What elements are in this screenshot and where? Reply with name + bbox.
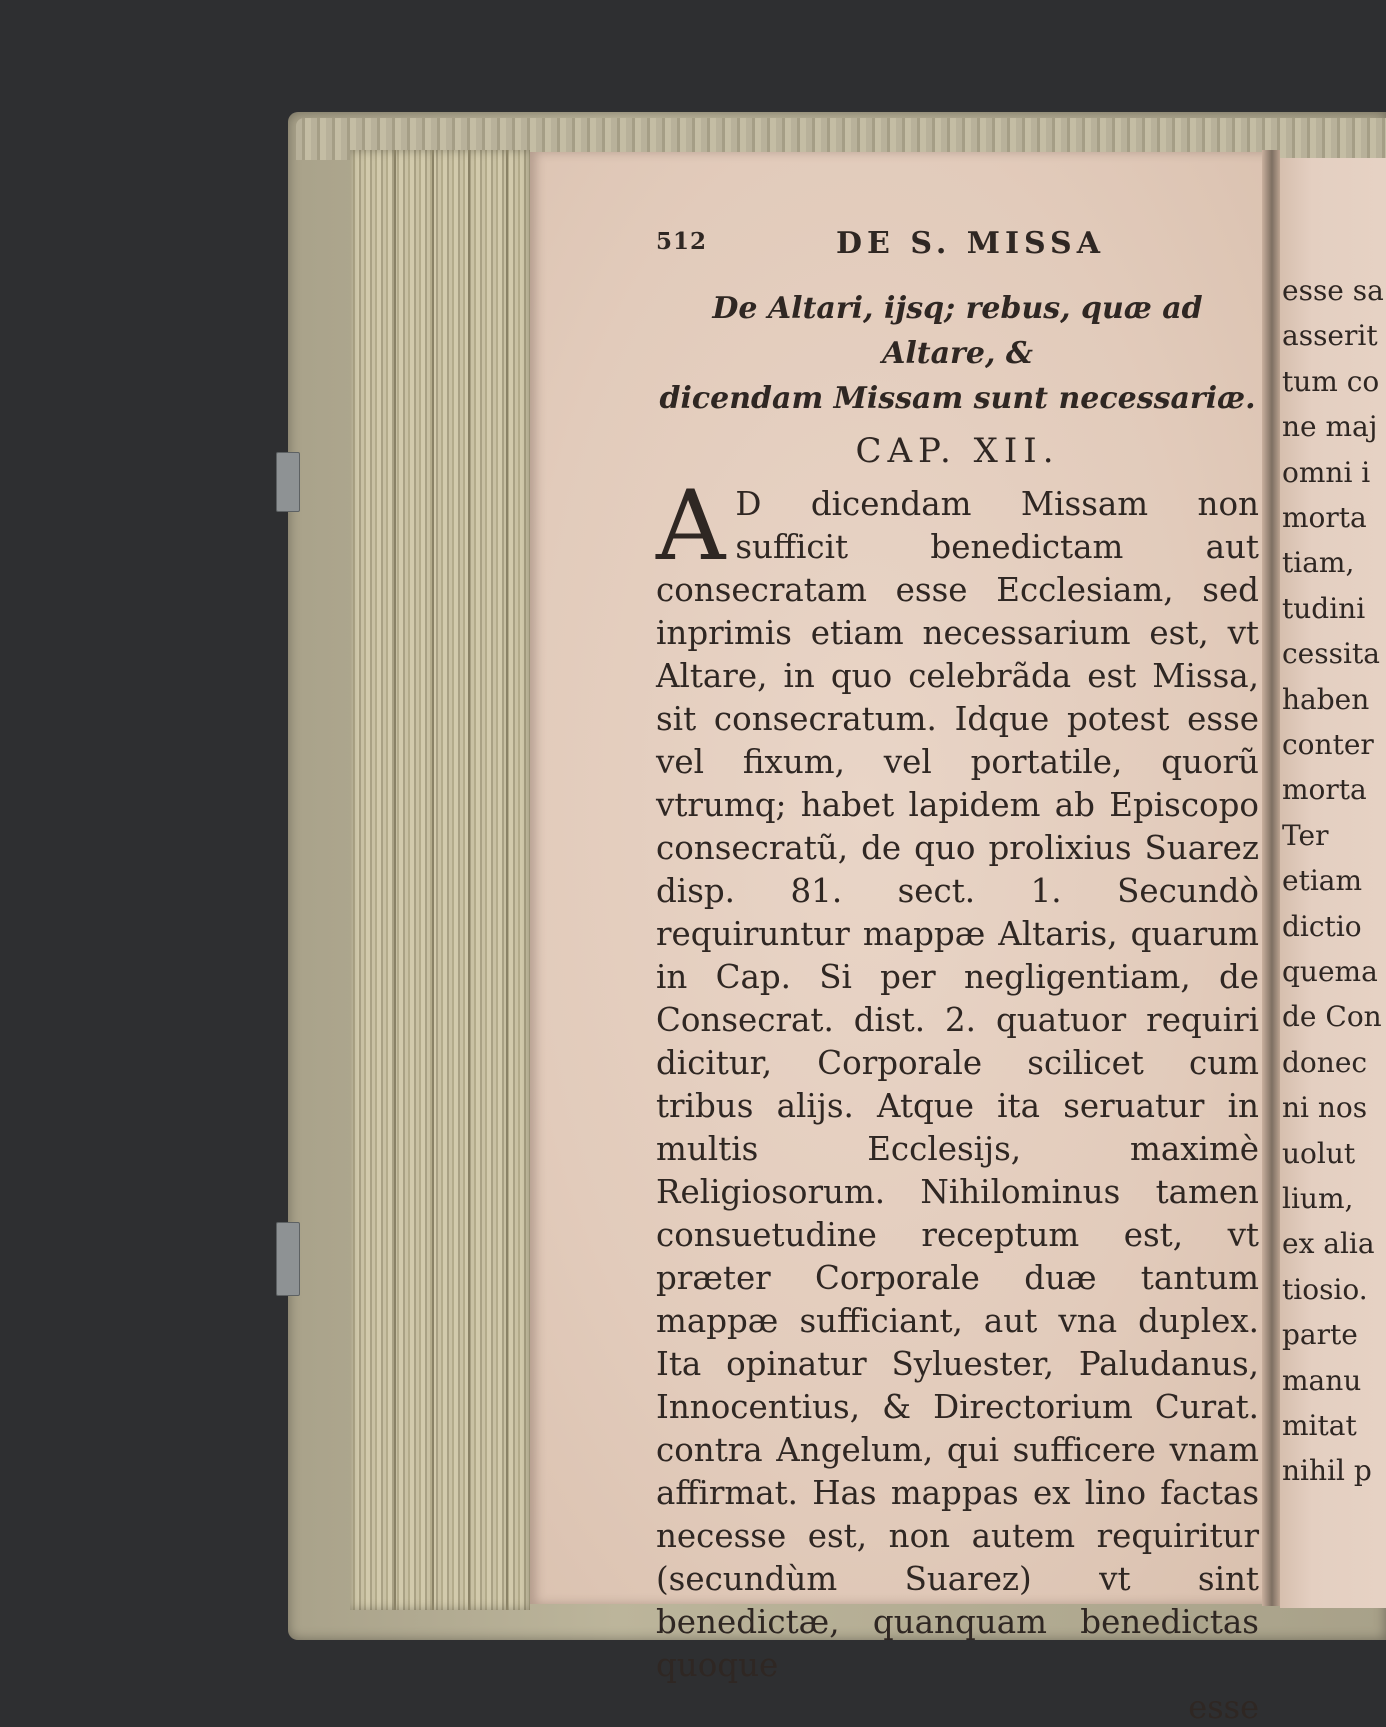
facing-page-line: morta bbox=[1282, 773, 1367, 807]
facing-page-line: Ter bbox=[1282, 818, 1329, 852]
page-number: 512 bbox=[656, 228, 708, 255]
facing-page-line: tiam, bbox=[1282, 546, 1355, 580]
facing-page-line: nihil p bbox=[1282, 1454, 1372, 1488]
facing-page-line: lium, bbox=[1282, 1182, 1354, 1215]
facing-page-line: ex alia bbox=[1282, 1227, 1375, 1261]
facing-page-line: tiosio. bbox=[1282, 1272, 1368, 1306]
facing-page-line: etiam bbox=[1282, 864, 1363, 898]
facing-page-line: ne maj bbox=[1282, 410, 1378, 444]
facing-page-line: parte bbox=[1282, 1318, 1358, 1352]
page-text-column bbox=[656, 226, 1259, 1727]
rubric-line: dicendam Missam sunt necessariæ. bbox=[659, 381, 1256, 416]
facing-page-line: esse sa bbox=[1282, 274, 1384, 307]
facing-page-line: dictio bbox=[1282, 909, 1362, 943]
page-edges bbox=[350, 150, 530, 1610]
facing-page-line: de Con bbox=[1282, 1000, 1382, 1034]
facing-page-line: tum co bbox=[1282, 364, 1380, 398]
clasp-top bbox=[276, 452, 300, 512]
facing-page-line: uolut bbox=[1282, 1136, 1356, 1170]
running-title: DE S. MISSA bbox=[836, 226, 1105, 261]
facing-page-line: quema bbox=[1282, 955, 1378, 988]
page-edge-line bbox=[432, 150, 434, 1610]
facing-page-line: asserit bbox=[1282, 319, 1378, 353]
facing-page-line: cessita bbox=[1282, 637, 1380, 671]
body-text: D dicendam Missam non sufficit benedictam aut consecratam esse Ecclesiam, sed inprimis etiam necessarium est, vt Altare, in quo celebrãda est Missa, sit consecratum. Idque potest esse vel fixum, vel portatile, quorũ vtrumq; habet lapidem ab Episcopo consecratũ, de quo prolixius Suarez disp. 81. sect. 1. Secundò requiruntur mappæ Altaris, quarum in Cap. Si per negligentiam, de Consecrat. dist. 2. quatuor requiri dicitur, Corporale scilicet cum tribus alijs. Atque ita seruatur in multis Ecclesijs, maximè Religiosorum. Nihilominus tamen consuetudine receptum est, vt præter Corporale duæ tantum mappæ sufficiant, aut vna duplex. Ita opinatur Syluester, Paludanus, Innocentius, & Directorium Curat. contra Angelum, qui sufficere vnam affirmat. Has mappas ex lino factas necesse est, non autem requiritur (secundùm Suarez) vt sint benedictæ, quanquam benedictas quoque bbox=[656, 485, 1259, 1684]
facing-page-line: mitat bbox=[1282, 1409, 1357, 1442]
clasp-bottom bbox=[276, 1222, 300, 1296]
page-edge-line bbox=[468, 150, 470, 1610]
chapter-heading: CAP. XII. bbox=[855, 431, 1060, 471]
facing-page-line: morta bbox=[1282, 501, 1367, 534]
page-edge-line bbox=[506, 150, 508, 1610]
body-paragraph bbox=[656, 470, 1259, 1687]
facing-page-line: conter bbox=[1282, 728, 1374, 761]
drop-cap-initial: A bbox=[656, 470, 726, 582]
facing-page bbox=[1280, 158, 1386, 1608]
facing-page-line: manu bbox=[1282, 1363, 1362, 1397]
running-head bbox=[656, 226, 1259, 276]
rubric-line: De Altari, ijsq; rebus, quæ ad Altare, & bbox=[712, 291, 1203, 371]
chapter-rubric bbox=[656, 286, 1259, 421]
catchword: esse bbox=[1188, 1688, 1259, 1726]
facing-page-line: ni nos bbox=[1282, 1091, 1368, 1125]
facing-page-line: haben bbox=[1282, 682, 1370, 716]
facing-page-line: donec bbox=[1282, 1045, 1368, 1079]
book-gutter bbox=[1262, 150, 1280, 1606]
facing-page-line: omni i bbox=[1282, 455, 1371, 489]
facing-page-line: tudini bbox=[1282, 591, 1366, 625]
page-edge-line bbox=[394, 150, 396, 1610]
